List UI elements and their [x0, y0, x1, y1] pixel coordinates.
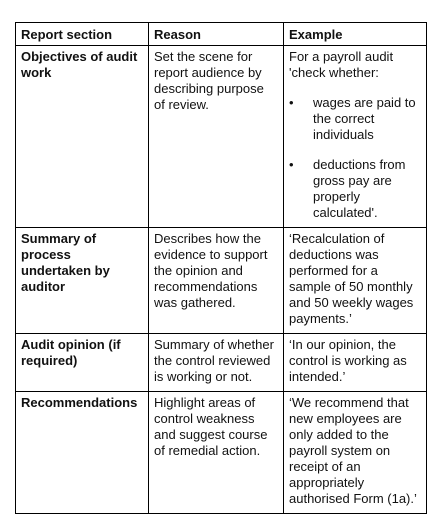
- example-cell: ‘In our opinion, the control is working as intended.’: [284, 334, 427, 392]
- header-example: Example: [284, 23, 427, 46]
- list-item: [289, 157, 421, 221]
- section-cell: Audit opinion (if required): [16, 334, 149, 392]
- example-bullet-list: [289, 95, 421, 221]
- reason-cell: Set the scene for report audience by describing purpose of review.: [149, 46, 284, 228]
- report-sections-table: [15, 22, 427, 514]
- table-row: [16, 46, 427, 228]
- table-row: [16, 228, 427, 334]
- example-cell: ‘Recalculation of deductions was performed for a sample of 50 monthly and 50 weekly wages payments.’: [284, 228, 427, 334]
- table-row: [16, 392, 427, 514]
- reason-cell: Describes how the evidence to support the opinion and recommendations was gathered.: [149, 228, 284, 334]
- section-cell: Summary of process undertaken by auditor: [16, 228, 149, 334]
- example-cell: [284, 46, 427, 228]
- bullet-text: deductions from gross pay are properly calculated'.: [313, 157, 406, 220]
- reason-cell: Highlight areas of control weakness and suggest course of remedial action.: [149, 392, 284, 514]
- bullet-icon: •: [289, 95, 294, 110]
- list-item: [289, 95, 421, 143]
- bullet-text: wages are paid to the correct individuals: [313, 95, 416, 142]
- table-header-row: [16, 23, 427, 46]
- example-cell: ‘We recommend that new employees are only added to the payroll system on receipt of an appropriately authorised Form (1a).’: [284, 392, 427, 514]
- header-report-section: Report section: [16, 23, 149, 46]
- reason-cell: Summary of whether the control reviewed is working or not.: [149, 334, 284, 392]
- section-cell: Recommendations: [16, 392, 149, 514]
- example-intro: For a payroll audit 'check whether:: [289, 49, 394, 80]
- header-reason: Reason: [149, 23, 284, 46]
- bullet-icon: •: [289, 157, 294, 172]
- table-row: [16, 334, 427, 392]
- section-cell: Objectives of audit work: [16, 46, 149, 228]
